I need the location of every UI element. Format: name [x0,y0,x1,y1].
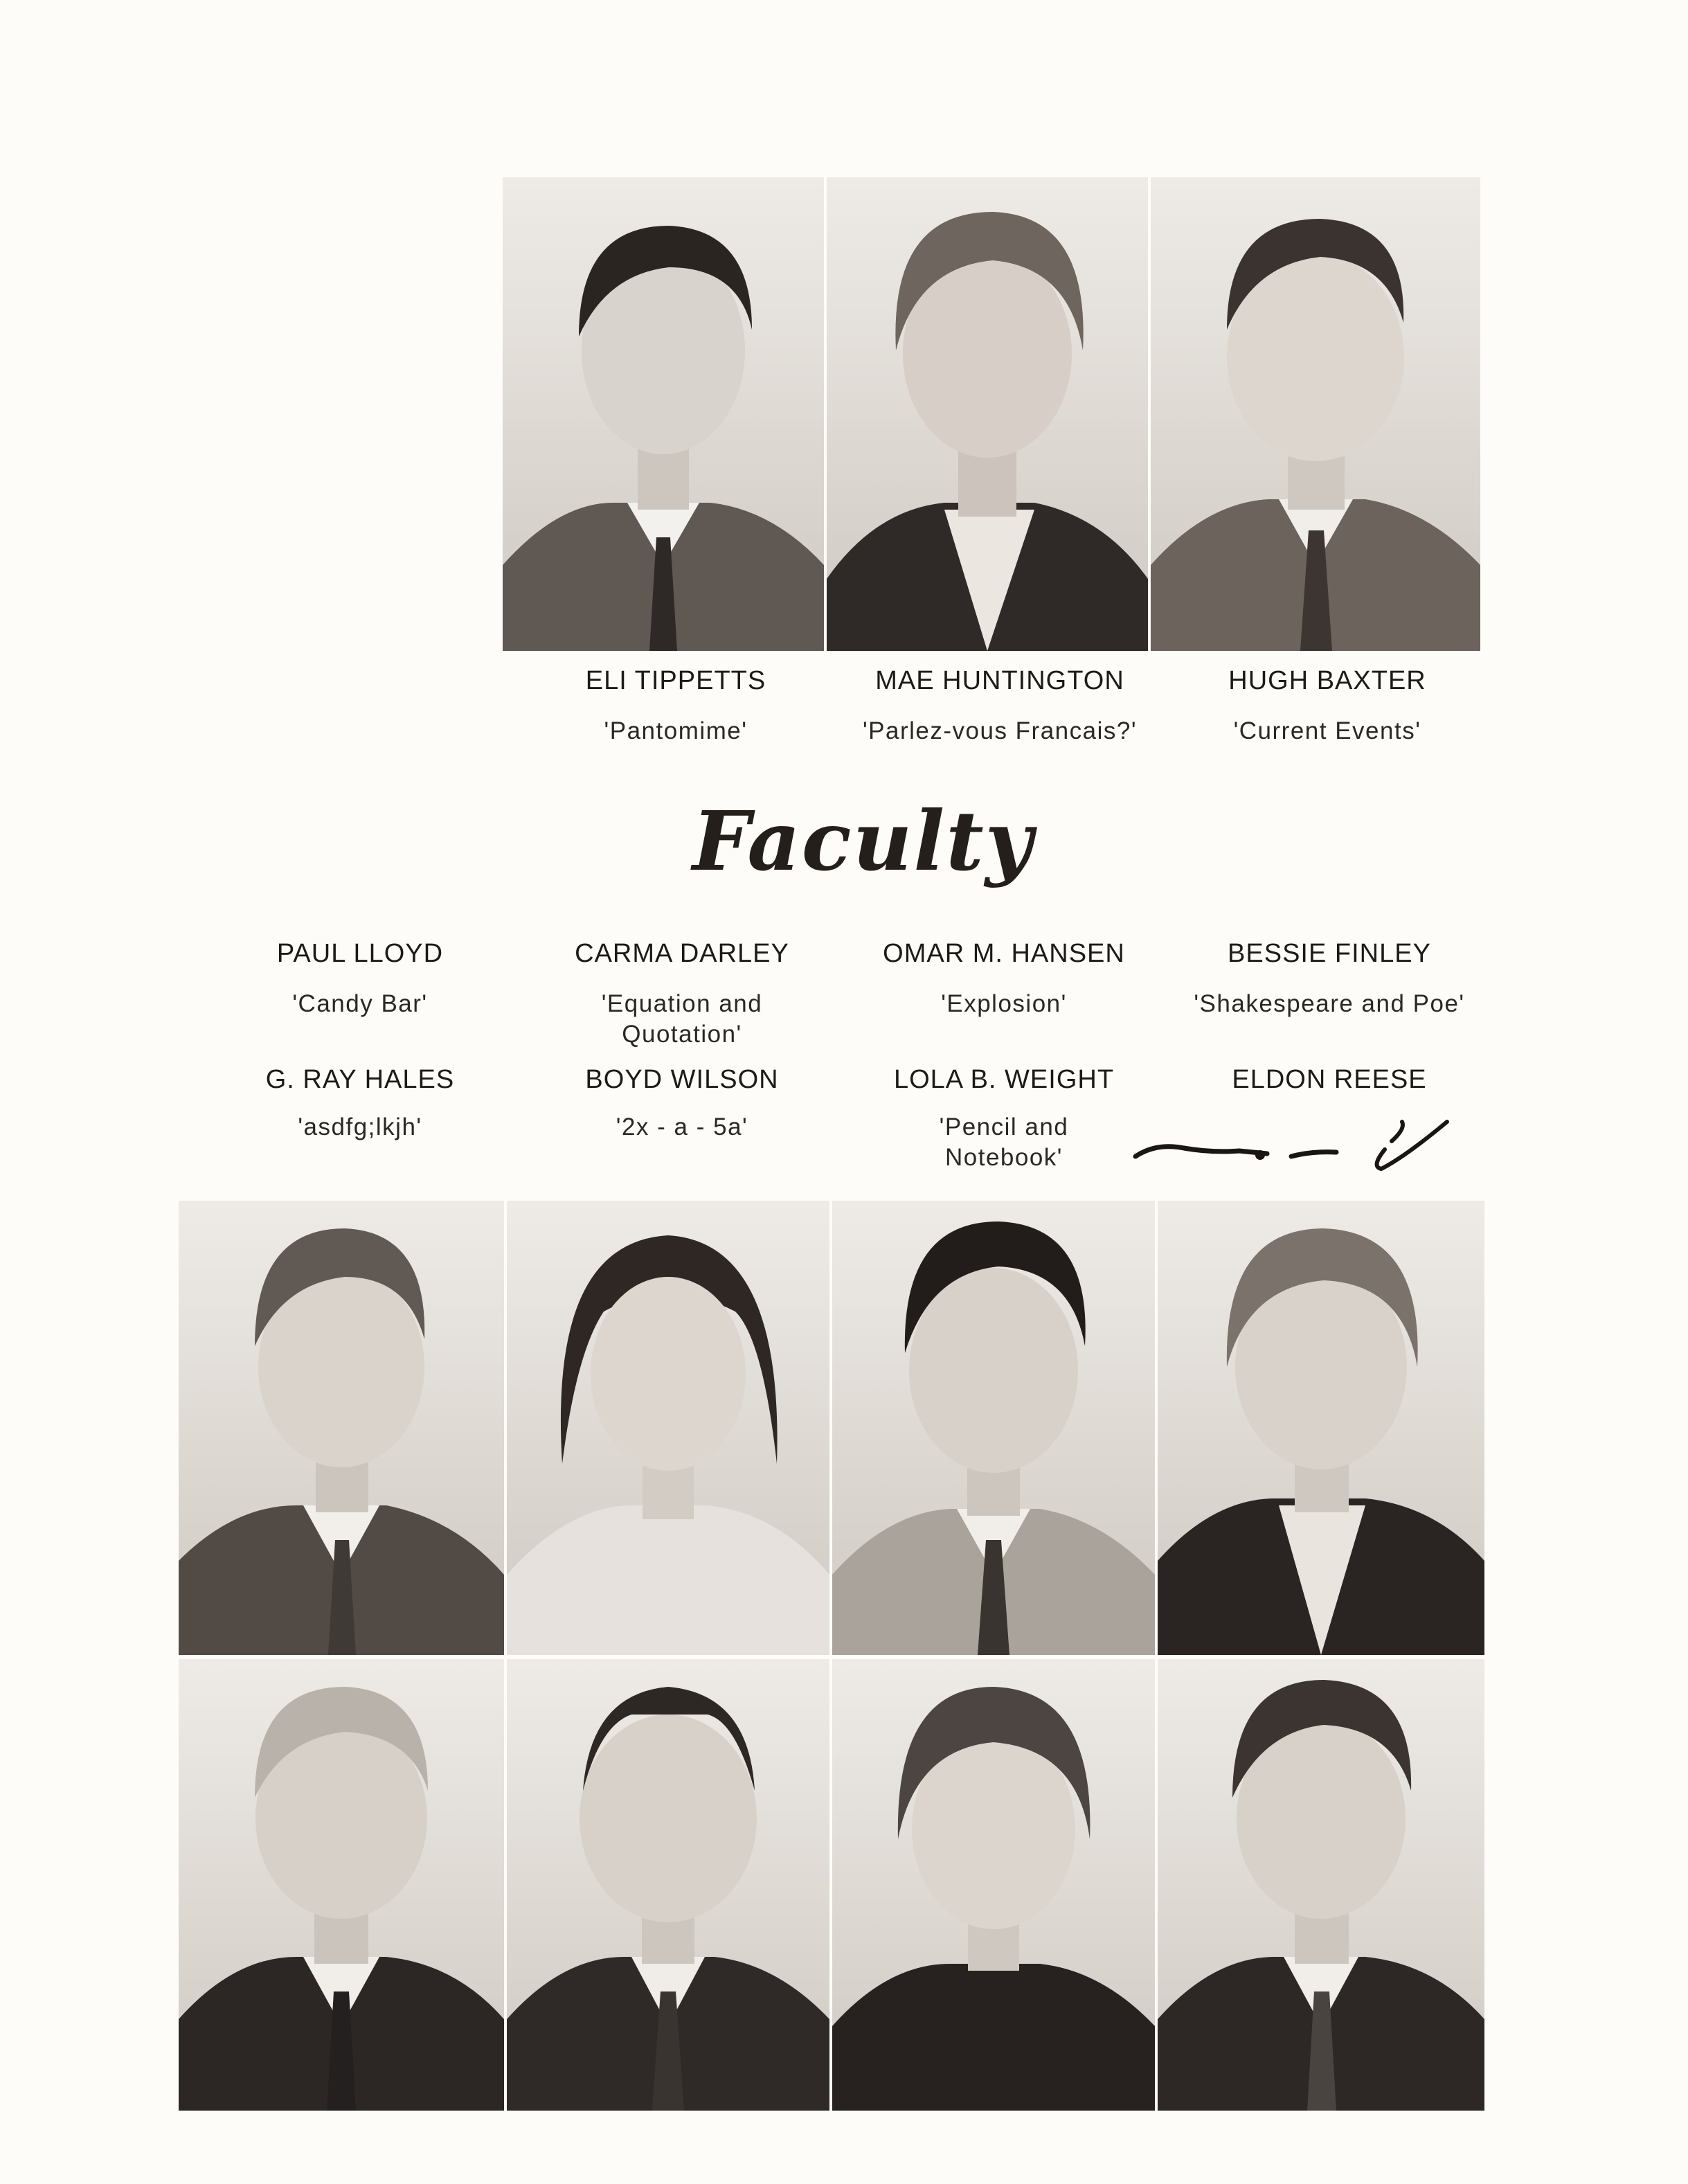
faculty-name: CARMA DARLEY [575,939,789,968]
portrait-omar-m-hansen [832,1201,1155,1655]
page-title: Faculty [692,793,1034,889]
portrait-carma-darley [507,1201,829,1655]
faculty-quote: '2x - a - 5a' [616,1113,748,1140]
faculty-name: MAE HUNTINGTON [875,666,1124,695]
faculty-name: ELI TIPPETTS [585,666,766,695]
faculty-name: LOLA B. WEIGHT [893,1065,1115,1094]
faculty-quote: 'Candy Bar' [292,990,428,1017]
faculty-name: G. RAY HALES [265,1065,455,1094]
faculty-name: OMAR M. HANSEN [883,939,1125,968]
faculty-name: BOYD WILSON [585,1065,779,1094]
portrait-mae-huntington [827,177,1148,651]
faculty-quote: 'Shakespeare and Poe' [1194,990,1465,1017]
portrait-boyd-wilson [507,1659,829,2111]
portrait-bessie-finley [1158,1201,1484,1655]
faculty-quote: 'Parlez-vous Francais?' [862,717,1138,744]
faculty-quote: 'Equation and Quotation' [601,990,763,1048]
faculty-quote: 'Pantomime' [604,717,748,744]
handwritten-signature [1129,1108,1468,1184]
faculty-quote: 'asdfg;lkjh' [298,1113,422,1140]
portrait-g-ray-hales [179,1659,504,2111]
portrait-eli-tippetts [503,177,824,651]
portrait-hugh-baxter [1151,177,1480,651]
faculty-name: ELDON REESE [1232,1065,1427,1094]
portrait-lola-b-weight [832,1659,1155,2111]
faculty-name: HUGH BAXTER [1228,666,1426,695]
portrait-paul-lloyd [179,1201,504,1655]
faculty-quote: 'Current Events' [1233,717,1421,744]
faculty-quote: 'Pencil and Notebook' [939,1113,1069,1171]
portrait-eldon-reese [1158,1659,1484,2111]
faculty-name: BESSIE FINLEY [1228,939,1431,968]
faculty-name: PAUL LLOYD [276,939,444,968]
faculty-quote: 'Explosion' [941,990,1067,1017]
